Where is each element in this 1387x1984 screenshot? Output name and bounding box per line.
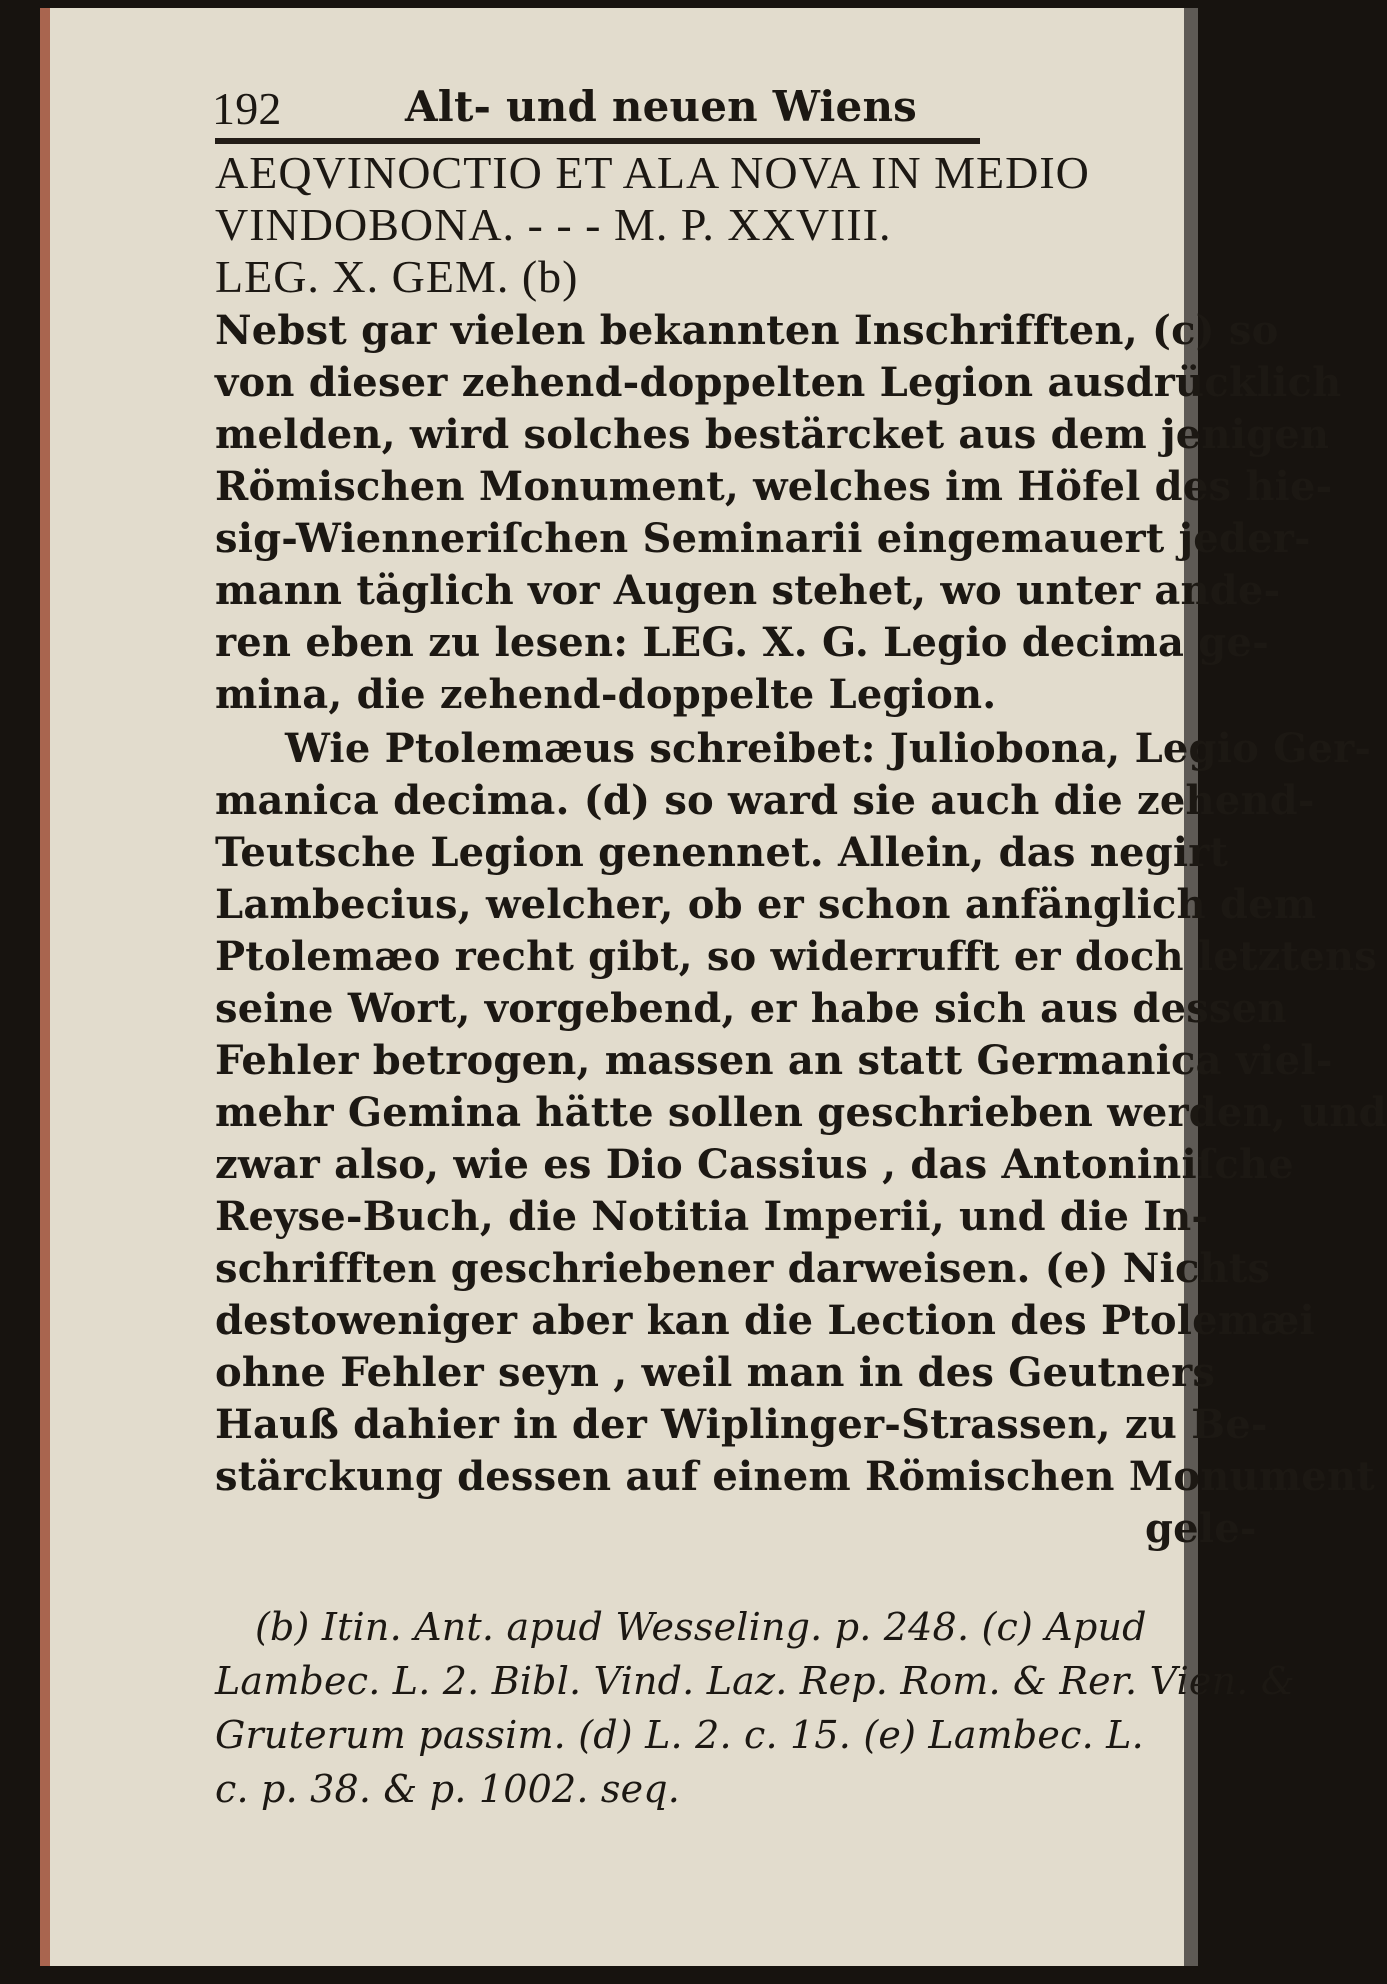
footnote-line: Gruterum passim. (d) L. 2. c. 15. (e) Lambec. L.	[215, 1713, 1144, 1757]
running-title: Alt- und neuen Wiens	[405, 82, 918, 131]
body-line: Fehler betrogen, massen an statt Germanica viel-	[215, 1037, 1333, 1084]
body-line: Hauß dahier in der Wiplinger-Strassen, zu Be-	[215, 1401, 1268, 1448]
body-line: Teutsche Legion genennet. Allein, das negirt	[215, 829, 1229, 876]
body-line: LEG. X. GEM. (b)	[215, 251, 579, 302]
body-line: mina, die zehend-doppelte Legion.	[215, 671, 997, 718]
body-line: Ptolemæo recht gibt, so widerrufft er doch letztens	[215, 933, 1377, 980]
footnote-line: Lambec. L. 2. Bibl. Vind. Laz. Rep. Rom. & Rer. Vien. &	[215, 1659, 1295, 1703]
body-line: zwar also, wie es Dio Cassius , das Antoniniſche	[215, 1141, 1294, 1188]
footnote-line: (b) Itin. Ant. apud Wesseling. p. 248. (c) Apud	[255, 1605, 1147, 1649]
body-line: Römischen Monument, welches im Höfel des hie-	[215, 463, 1333, 510]
catchword: gele-	[1145, 1505, 1257, 1552]
page-number: 192	[212, 83, 282, 134]
body-line: mann täglich vor Augen stehet, wo unter ande-	[215, 567, 1281, 614]
body-line: melden, wird solches bestärcket aus dem jenigen	[215, 411, 1330, 458]
body-line: AEQVINOCTIO ET ALA NOVA IN MEDIO	[215, 147, 1090, 198]
body-line: ren eben zu lesen: LEG. X. G. Legio decima ge-	[215, 619, 1269, 666]
body-line: sig-Wienneriſchen Seminarii eingemauert jeder-	[215, 515, 1311, 562]
body-line: Nebst gar vielen bekannten Inschrifften, (c) so	[215, 307, 1279, 354]
body-line: VINDOBONA. - - - M. P. XXVIII.	[215, 199, 892, 250]
body-line: seine Wort, vorgebend, er habe sich aus dessen	[215, 985, 1287, 1032]
book-page	[40, 8, 1387, 1966]
body-line: destoweniger aber kan die Lection des Ptolemæi	[215, 1297, 1315, 1344]
body-line: von dieser zehend-doppelten Legion ausdrücklich	[215, 359, 1342, 406]
body-line: Wie Ptolemæus schreibet: Juliobona, Legio Ger-	[285, 725, 1372, 772]
footnote-line: c. p. 38. & p. 1002. seq.	[215, 1767, 681, 1811]
body-line: schrifften geschriebener darweisen. (e) Nichts	[215, 1245, 1271, 1292]
body-line: mehr Gemina hätte sollen geschrieben werden, und	[215, 1089, 1387, 1136]
body-line: stärckung dessen auf einem Römischen Monument	[215, 1453, 1375, 1500]
body-line: Lambecius, welcher, ob er schon anfänglich dem	[215, 881, 1317, 928]
body-line: manica decima. (d) so ward sie auch die zehend-	[215, 777, 1315, 824]
body-line: ohne Fehler seyn , weil man in des Geutners	[215, 1349, 1216, 1396]
header-rule	[215, 138, 980, 144]
body-line: Reyse-Buch, die Notitia Imperii, und die In-	[215, 1193, 1209, 1240]
